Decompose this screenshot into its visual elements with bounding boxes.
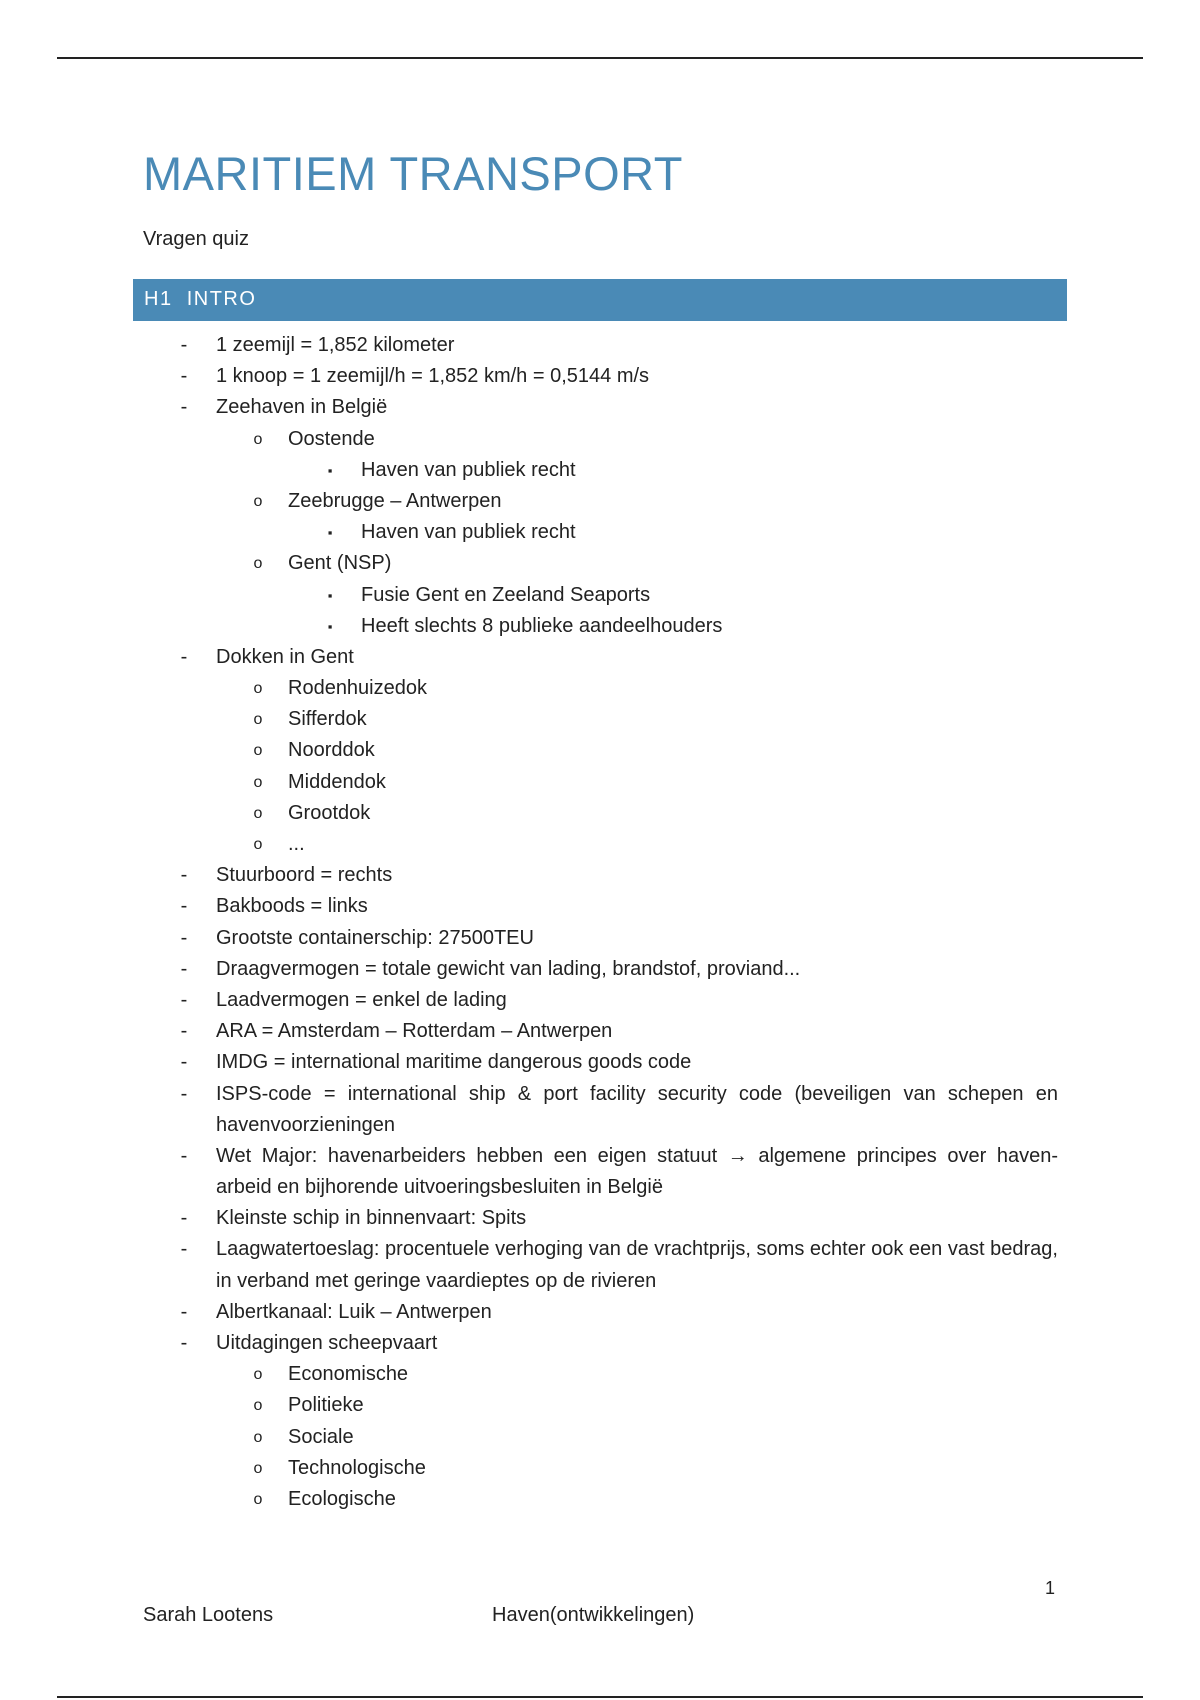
- list-item: [0, 1079, 1200, 1141]
- bullet-marker: ▪: [327, 587, 333, 603]
- list-item-text: Uitdagingen scheepvaart: [216, 1332, 438, 1355]
- list-item-text: Oostende: [288, 427, 375, 450]
- list-item: [0, 580, 1200, 611]
- list-item: [0, 798, 1200, 829]
- list-item-text: Wet Major: havenarbeiders hebben een eigen statuut → algemene principes over haven-arbeid en bijhorende uitvoeringsbesluiten in België: [216, 1144, 1058, 1199]
- page-number: 1: [1045, 1578, 1056, 1598]
- bullet-marker: o: [253, 1366, 263, 1384]
- bullet-marker: -: [180, 1020, 188, 1043]
- list-item: [0, 1390, 1200, 1421]
- bullet-marker: o: [253, 804, 263, 822]
- list-item: [0, 829, 1200, 860]
- list-item: [0, 1016, 1200, 1047]
- list-item-text: Haven van publiek recht: [361, 458, 576, 481]
- list-item-text: Zeehaven in België: [216, 396, 388, 419]
- list-item-text: Sifferdok: [288, 708, 367, 731]
- bullet-marker: -: [180, 334, 188, 356]
- list-item: [0, 1234, 1200, 1296]
- bullet-marker: o: [253, 742, 263, 760]
- bullet-marker: -: [180, 864, 188, 887]
- bullet-marker: -: [180, 957, 188, 980]
- list-item-text: Laagwatertoeslag: procentuele verhoging van de vrachtprijs, soms echter ook een vast bedrag, in verband met geringe vaardieptes op de rivieren: [216, 1238, 1058, 1292]
- list-item-text: Albertkanaal: Luik – Antwerpen: [216, 1300, 492, 1323]
- section-number: H1: [144, 288, 173, 310]
- bullet-marker: ▪: [327, 525, 333, 541]
- list-item: [0, 954, 1200, 985]
- list-item: [0, 642, 1200, 673]
- list-item: [0, 985, 1200, 1016]
- bullet-marker: o: [253, 836, 263, 853]
- bullet-marker: o: [253, 773, 263, 791]
- list-item: [0, 1484, 1200, 1515]
- list-item: [0, 392, 1200, 423]
- list-item-text: Fusie Gent en Zeeland Seaports: [361, 583, 651, 606]
- section-heading: [133, 279, 1067, 321]
- list-item: [0, 611, 1200, 642]
- list-item: [0, 673, 1200, 704]
- list-item-text: 1 knoop = 1 zeemijl/h = 1,852 km/h = 0,5144 m/s: [216, 365, 650, 388]
- list-item-text: Ecologische: [288, 1487, 396, 1510]
- list-item-text: Dokken in Gent: [216, 645, 354, 668]
- list-item-text: Rodenhuizedok: [288, 677, 427, 700]
- bullet-marker: -: [180, 1238, 188, 1261]
- bullet-marker: -: [180, 1207, 188, 1230]
- list-item: [0, 486, 1200, 517]
- list-item: [0, 1047, 1200, 1078]
- list-item: [0, 1297, 1200, 1328]
- list-item-text: Politieke: [288, 1394, 364, 1417]
- list-item-text: Noorddok: [288, 739, 375, 762]
- list-item-text: ...: [288, 833, 305, 855]
- bullet-marker: -: [180, 396, 188, 419]
- bullet-marker: -: [180, 1051, 188, 1074]
- list-item: [0, 330, 1200, 361]
- bullet-marker: -: [180, 1144, 188, 1167]
- list-item: [0, 1141, 1200, 1203]
- list-item: [0, 424, 1200, 455]
- header-rule: [57, 57, 1143, 59]
- bullet-marker: o: [253, 1397, 263, 1415]
- list-item: [0, 704, 1200, 735]
- list-item-text: Heeft slechts 8 publieke aandeelhouders: [361, 614, 723, 637]
- list-item-text: IMDG = international maritime dangerous goods code: [216, 1051, 692, 1074]
- list-item-text: Middendok: [288, 770, 386, 793]
- bullet-marker: -: [180, 926, 188, 949]
- bullet-marker: o: [253, 1459, 263, 1477]
- list-item-text: ARA = Amsterdam – Rotterdam – Antwerpen: [216, 1020, 613, 1043]
- bullet-marker: o: [253, 555, 263, 573]
- list-item: [0, 517, 1200, 548]
- list-item-text: Economische: [288, 1363, 409, 1386]
- list-item: [0, 1453, 1200, 1484]
- bullet-marker: ▪: [327, 462, 333, 478]
- footer-rule: [57, 1696, 1143, 1698]
- list-item: [0, 1422, 1200, 1453]
- bullet-marker: -: [180, 1300, 188, 1323]
- list-item: [0, 361, 1200, 392]
- footer-author: Sarah Lootens: [143, 1604, 274, 1626]
- bullet-marker: o: [253, 430, 263, 448]
- bullet-marker: -: [180, 1332, 188, 1355]
- section-heading-text: [144, 288, 256, 311]
- bullet-marker: -: [180, 895, 188, 918]
- document-subtitle: Vragen quiz: [143, 228, 249, 250]
- list-item: [0, 1359, 1200, 1390]
- bullet-marker: -: [180, 365, 188, 388]
- bullet-marker: o: [253, 1490, 263, 1508]
- list-item: [0, 455, 1200, 486]
- list-item-text: Grootdok: [288, 801, 371, 824]
- list-item-text: Grootste containerschip: 27500TEU: [216, 926, 534, 949]
- list-item: [0, 767, 1200, 798]
- bullet-marker: -: [180, 1082, 188, 1105]
- list-item: [0, 1328, 1200, 1359]
- list-item: [0, 548, 1200, 579]
- bullet-marker: -: [180, 645, 188, 668]
- bullet-marker: o: [253, 1428, 263, 1446]
- list-item: [0, 923, 1200, 954]
- bullet-marker: o: [253, 492, 263, 510]
- list-item: [0, 860, 1200, 891]
- list-item-text: Gent (NSP): [288, 552, 392, 575]
- document-title: MARITIEM TRANSPORT: [143, 147, 683, 200]
- bullet-list: [0, 330, 1200, 1515]
- bullet-marker: o: [253, 680, 263, 698]
- section-label: INTRO: [186, 288, 257, 310]
- bullet-marker: -: [180, 988, 188, 1011]
- list-item: [0, 891, 1200, 922]
- list-item-text: Bakboods = links: [216, 895, 368, 918]
- list-item-text: Sociale: [288, 1425, 354, 1448]
- list-item-text: Haven van publiek recht: [361, 521, 576, 544]
- list-item-text: 1 zeemijl = 1,852 kilometer: [216, 334, 455, 356]
- bullet-marker: o: [253, 711, 263, 729]
- list-item: [0, 735, 1200, 766]
- footer-course: Haven(ontwikkelingen): [492, 1604, 695, 1626]
- list-item-text: Laadvermogen = enkel de lading: [216, 988, 507, 1011]
- list-item-text: Draagvermogen = totale gewicht van lading, brandstof, proviand...: [216, 957, 801, 980]
- list-item-text: Kleinste schip in binnenvaart: Spits: [216, 1207, 527, 1230]
- list-item: [0, 1203, 1200, 1234]
- list-item-text: Technologische: [288, 1456, 426, 1479]
- list-item-text: ISPS-code = international ship & port facility security code (beveiligen van schepen en havenvoorzieningen: [216, 1082, 1058, 1136]
- list-item-text: Stuurboord = rechts: [216, 864, 393, 887]
- list-item-text: Zeebrugge – Antwerpen: [288, 489, 502, 512]
- bullet-marker: ▪: [327, 618, 333, 634]
